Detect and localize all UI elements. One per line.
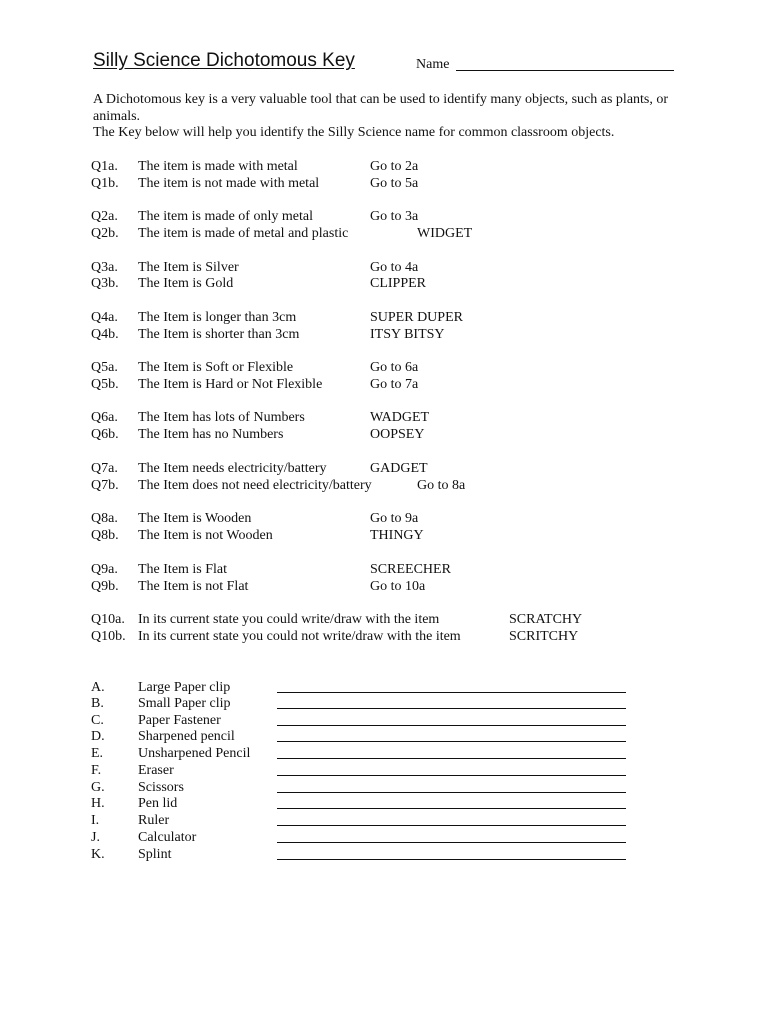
key-label: Q1a.	[91, 159, 118, 174]
key-text: The Item is Silver	[138, 260, 239, 275]
key-text: The Item is Flat	[138, 562, 228, 577]
answer-letter: A.	[91, 680, 105, 695]
key-text: The Item is not Flat	[138, 579, 249, 594]
key-action: Go to 9a	[370, 511, 419, 526]
key-text: The Item has no Numbers	[138, 427, 284, 442]
answer-blank-line[interactable]	[277, 708, 626, 709]
key-action: ITSY BITSY	[370, 327, 445, 342]
key-action: SCRITCHY	[509, 629, 579, 644]
key-label: Q3b.	[91, 276, 119, 291]
key-text: The Item is Gold	[138, 276, 234, 291]
answer-blank-line[interactable]	[277, 792, 626, 793]
key-label: Q1b.	[91, 176, 119, 191]
answer-item: Calculator	[138, 830, 197, 845]
key-label: Q4b.	[91, 327, 119, 342]
key-text: The Item is longer than 3cm	[138, 310, 297, 325]
key-label: Q9a.	[91, 562, 118, 577]
key-text: The Item needs electricity/battery	[138, 461, 327, 476]
key-text: The Item is Wooden	[138, 511, 252, 526]
key-action: OOPSEY	[370, 427, 425, 442]
key-action: CLIPPER	[370, 276, 427, 291]
answer-letter: H.	[91, 796, 105, 811]
key-text: In its current state you could not write/draw with the item	[138, 629, 461, 644]
key-text: In its current state you could write/draw with the item	[138, 612, 440, 627]
key-label: Q8b.	[91, 528, 119, 543]
key-text: The Item is not Wooden	[138, 528, 273, 543]
answer-item: Small Paper clip	[138, 696, 231, 711]
key-text: The Item is Hard or Not Flexible	[138, 377, 323, 392]
key-action: WIDGET	[417, 226, 473, 241]
key-text: The Item does not need electricity/battery	[138, 478, 372, 493]
key-label: Q6b.	[91, 427, 119, 442]
answer-blank-line[interactable]	[277, 775, 626, 776]
key-label: Q10b.	[91, 629, 126, 644]
answer-blank-line[interactable]	[277, 859, 626, 860]
answer-item: Paper Fastener	[138, 713, 221, 728]
answer-item: Ruler	[138, 813, 170, 828]
key-action: Go to 8a	[417, 478, 466, 493]
answer-letter: K.	[91, 847, 105, 862]
name-label: Name	[416, 57, 450, 72]
answer-item: Large Paper clip	[138, 680, 231, 695]
key-action: GADGET	[370, 461, 428, 476]
answer-letter: B.	[91, 696, 104, 711]
key-label: Q2b.	[91, 226, 119, 241]
key-text: The item is not made with metal	[138, 176, 320, 191]
key-label: Q8a.	[91, 511, 118, 526]
answer-letter: F.	[91, 763, 102, 778]
key-label: Q10a.	[91, 612, 125, 627]
answer-blank-line[interactable]	[277, 842, 626, 843]
answer-blank-line[interactable]	[277, 758, 626, 759]
answer-letter: C.	[91, 713, 104, 728]
answer-letter: G.	[91, 780, 105, 795]
answer-item: Pen lid	[138, 796, 178, 811]
key-label: Q3a.	[91, 260, 118, 275]
key-action: Go to 4a	[370, 260, 419, 275]
answer-letter: D.	[91, 729, 105, 744]
answer-blank-line[interactable]	[277, 692, 626, 693]
key-text: The Item is Soft or Flexible	[138, 360, 294, 375]
page-title: Silly Science Dichotomous Key	[93, 50, 355, 71]
answer-item: Eraser	[138, 763, 174, 778]
key-label: Q4a.	[91, 310, 118, 325]
key-text: The item is made of only metal	[138, 209, 313, 224]
intro-paragraph-2: The Key below will help you identify the Silly Science name for common classroom objects.	[93, 125, 615, 140]
key-label: Q7a.	[91, 461, 118, 476]
answer-letter: J.	[91, 830, 100, 845]
key-label: Q7b.	[91, 478, 119, 493]
key-label: Q9b.	[91, 579, 119, 594]
key-text: The Item is shorter than 3cm	[138, 327, 300, 342]
intro-paragraph-1: A Dichotomous key is a very valuable tool that can be used to identify many objects, such as plants, or animals.	[93, 92, 669, 124]
key-label: Q6a.	[91, 410, 118, 425]
key-action: SCRATCHY	[509, 612, 583, 627]
answer-blank-line[interactable]	[277, 808, 626, 809]
key-label: Q5b.	[91, 377, 119, 392]
key-text: The Item has lots of Numbers	[138, 410, 305, 425]
key-action: THINGY	[370, 528, 424, 543]
key-action: Go to 3a	[370, 209, 419, 224]
answer-letter: I.	[91, 813, 100, 828]
key-action: Go to 7a	[370, 377, 419, 392]
key-action: Go to 6a	[370, 360, 419, 375]
answer-item: Scissors	[138, 780, 184, 795]
name-field-line[interactable]	[456, 70, 674, 71]
key-label: Q5a.	[91, 360, 118, 375]
intro-text	[93, 92, 683, 142]
key-action: Go to 10a	[370, 579, 426, 594]
key-action: SCREECHER	[370, 562, 451, 577]
key-label: Q2a.	[91, 209, 118, 224]
answer-blank-line[interactable]	[277, 725, 626, 726]
key-action: Go to 2a	[370, 159, 419, 174]
answer-letter: E.	[91, 746, 104, 761]
answer-blank-line[interactable]	[277, 825, 626, 826]
answer-item: Sharpened pencil	[138, 729, 235, 744]
key-text: The item is made of metal and plastic	[138, 226, 349, 241]
key-action: Go to 5a	[370, 176, 419, 191]
key-action: SUPER DUPER	[370, 310, 463, 325]
answer-item: Unsharpened Pencil	[138, 746, 251, 761]
answer-blank-line[interactable]	[277, 741, 626, 742]
key-text: The item is made with metal	[138, 159, 298, 174]
key-action: WADGET	[370, 410, 430, 425]
answer-item: Splint	[138, 847, 172, 862]
